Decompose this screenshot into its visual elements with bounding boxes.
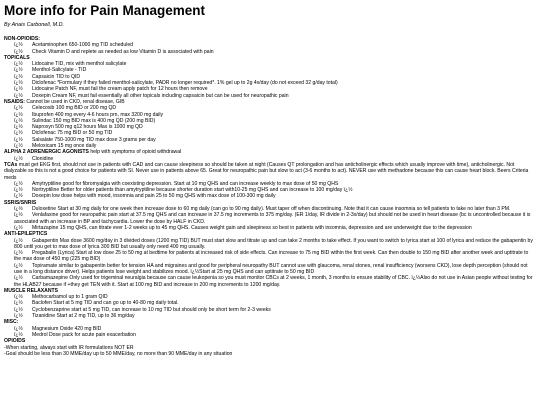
- author-byline: By Anais Carbonell, M.D.: [4, 22, 65, 28]
- bullet-glyph: ï¿½: [14, 206, 23, 213]
- bullet-glyph: ï¿½: [14, 180, 23, 187]
- list-item-text: Meloxicam 15 mg once daily: [32, 143, 97, 150]
- list-item-text: Celecoxib 100 mg BID or 200 mg QD: [32, 105, 117, 112]
- list-item: [4, 212, 536, 225]
- bullet-glyph: ï¿½: [14, 313, 23, 320]
- bullet-glyph: ï¿½: [14, 155, 23, 162]
- list-item-text: Lidocaine Patch NF, must fail the cream apply patch for 12 hours then remove: [32, 86, 208, 93]
- list-item-text: Salsalate 750-1000 mg TID max dose 3 grams per day: [32, 136, 156, 143]
- list-item-text: Duloxetine Start at 30 mg daily for one week then increase dose to 60 mg daily (can go to 90 mg daily). Must taper off when discontinuing. Note that it can cause insomnia so tell patients to take no later than 3 PM.: [32, 206, 511, 213]
- bullet-glyph: ï¿½: [14, 117, 23, 124]
- bullet-glyph: ï¿½: [14, 61, 23, 68]
- list-item-text: Magnesium Oxide 420 mg BID: [32, 325, 102, 332]
- document-body: [4, 36, 536, 357]
- list-item: [4, 263, 536, 276]
- section-heading: [4, 162, 536, 181]
- list-item-text: Medrol Dose pack for acute pain exacerbation: [32, 331, 136, 338]
- section-heading-label: MISC:: [4, 319, 19, 326]
- list-item-text: Amytryptiline good for fibromyalgia with coexisting depression. Start at 10 mg QHS and can increase weekly to max dose of 50 mg QHS: [32, 180, 339, 187]
- list-item: [4, 250, 536, 263]
- bullet-glyph: ï¿½: [14, 187, 23, 194]
- list-item: [4, 238, 536, 251]
- list-item-text: Nortryptiline Better for older patients than amytryptiline because shorter duration start with10-25 mg QHS and can increase to 100 mg/day ï¿½: [32, 187, 353, 194]
- section-heading-label: TCAs: [4, 161, 18, 168]
- list-item-text: Acetaminophen 650-1000 mg TID scheduled: [32, 42, 133, 49]
- section-heading-label: NSAIDS:: [4, 98, 25, 105]
- section-heading-note: Cannot be used in CKD, renal disease, GIB: [24, 98, 125, 105]
- list-item-text: Carbamazepine Only used for trigeminal neuralgia because can cause leukopenia so you must monitor CBCs at 2 weeks, 1 month, 3 months to ensure stability of CBC. ï¿½Also do not use in Asian people without testing for the HLAB27 because if +they get TEN with it. Start at 100 mg BID and increase in 200 mg increments to 1200 mg/day.: [14, 275, 533, 288]
- list-item-text: Gabapentin Max dose 3600 mg/day in 3 divided doses (1200 mg TID) BUT must start slow and titrate up and can take 2 months to take effect. If you want to switch to lyrica start at 100 of lyrica and reduce the gabapentin by 800 until you get to max dose of lyrica 300 BID but usually only need 400 mg usually.: [14, 237, 533, 250]
- bullet-glyph: ï¿½: [14, 275, 23, 282]
- section-heading-label: OPIOIDS: [4, 338, 26, 345]
- bullet-glyph: ï¿½: [14, 325, 23, 332]
- bullet-glyph: ï¿½: [14, 250, 23, 257]
- bullet-glyph: ï¿½: [14, 212, 23, 219]
- list-item-text: Pregabalin (Lyrica) Start at low dose 25 to 50 mg at bedtime for patients at increased risk of side effects. Can increase to 75 mg BID within the first week. Can then double to 150 mg BID after another week and uptitrate to the max dose of 450 mg (225 mg BID): [14, 250, 529, 263]
- bullet-glyph: ï¿½: [14, 136, 23, 143]
- section-heading-label: NON-OPIOIDS:: [4, 36, 40, 42]
- list-item-text: Methocarbamol up to 1 gram QID: [32, 294, 108, 301]
- bullet-glyph: ï¿½: [14, 262, 23, 269]
- bullet-glyph: ï¿½: [14, 193, 23, 200]
- list-item-text: Tizanidine Start at 2 mg TID, up to 36 mg/day: [32, 313, 135, 320]
- bullet-glyph: ï¿½: [14, 105, 23, 112]
- bullet-glyph: ï¿½: [14, 86, 23, 93]
- list-item-text: Ibuprofen 400 mg every 4-6 hours prn, max 3200 mg daily: [32, 111, 164, 118]
- section-heading-label: SSRIS/SNRIS: [4, 199, 37, 206]
- bullet-glyph: ï¿½: [14, 130, 23, 137]
- list-item-text: Cyclobenzaprine start at 5 mg TID, can increase to 10 mg TID but should only be short term for 2-3 weeks: [32, 306, 271, 313]
- list-item-text: Diclofenac 75 mg BID or 50 mg TID: [32, 130, 113, 137]
- list-item-text: Lidocaine TID, mix with menthol salicylate: [32, 61, 127, 68]
- list-item-text: Clonidine: [32, 155, 54, 162]
- bullet-glyph: ï¿½: [14, 237, 23, 244]
- list-item-text: Doxepin low dose helps with mood, insomnia and pain 25 to 50 mg QHS with max dose of 100-300 mg daily: [32, 193, 276, 200]
- section-heading-label: ANTI-EPILEPTICS: [4, 231, 48, 238]
- list-item-text: Baclofen Start at 5 mg TID and can go up to 40-80 mg daily total.: [32, 300, 179, 307]
- bullet-glyph: ï¿½: [14, 224, 23, 231]
- bullet-glyph: ï¿½: [14, 300, 23, 307]
- list-item-text: Check Vitamin D and replete as needed as low Vitamin D is associated with pain: [32, 48, 214, 55]
- list-item-text: Diclofenac *Formulary if they failed menthol-salicylate, PADR no longer required*. 1% gel up to 2g 4x/day (do not exceed 32 g/day total): [32, 80, 338, 87]
- bullet-glyph: ï¿½: [14, 67, 23, 74]
- bullet-glyph: ï¿½: [14, 48, 23, 55]
- bullet-glyph: ï¿½: [14, 73, 23, 80]
- list-item-text: Topiramate similar to gabapentin better for tension HA and migraines and good for peripheral neuropathy BUT cannot use with glaucoma, renal stones, renal insufficiency (worsens CKD), lose depth perception (should not use in a long distance driver). Helps patients lose weight and stabilizes mood. ï¿½Start at 25 mg QHS and can uptitrate to 50 mg BID: [14, 262, 528, 275]
- bullet-glyph: ï¿½: [14, 294, 23, 301]
- section-heading-label: ALPHA 2 ADRENERGIC AGONISTS: [4, 149, 89, 156]
- section-heading-note: must get EKG first, should not use in patients with CAD and can cause sleepiness so should be taken at night (Causes QT prolongation and has anticholinergic effects which usually improve with time), anticholinergic. Not dialyzable so this is not a good choice for patients with SI. Never use in patients above 65. Great for neuropathic pain but slow to act (3-6 months to act). NEVER use with methadone because this can cause heart block. Beers Criteria meds: [4, 161, 529, 181]
- section-heading-note: help with symptoms of opioid withdrawal: [88, 149, 182, 156]
- list-item-text: Menthol-Salicylate - TID: [32, 67, 87, 74]
- bullet-glyph: ï¿½: [14, 92, 23, 99]
- bullet-glyph: ï¿½: [14, 111, 23, 118]
- page-title: More info for Pain Management: [4, 3, 206, 18]
- bullet-glyph: ï¿½: [14, 124, 23, 131]
- list-item-text: Doxepin Cream NF, must fail essentially all other topicals including capsaicin but can be used for neuropathic pain: [32, 92, 289, 99]
- opioid-note-line: -Goal should be less than 30 MME/day up to 50 MME/day, no more than 90 MME/day in any situation: [4, 350, 233, 357]
- list-item-text: Venlafaxine good for neuropathic pain start at 37.5 mg QHS and can increase in 37.5 mg increments to 375 mg/day. (ER 1/day, IR divide in 2-3x/day) but should not be used in heart disease (bc is uncontrolled because it is associated with an increase in BP and tachycardia. Lower the dose by HALF in CKD.: [14, 212, 531, 225]
- list-item-text: Sulindac 150 mg BID max is 400 mg QD (200 mg BID): [32, 117, 156, 124]
- opioid-note-line: -When starting, always start with IR formulations NOT ER: [4, 344, 134, 351]
- bullet-glyph: ï¿½: [14, 331, 23, 338]
- list-item: [4, 225, 536, 231]
- bullet-glyph: ï¿½: [14, 143, 23, 150]
- bullet-glyph: ï¿½: [14, 42, 23, 49]
- bullet-glyph: ï¿½: [14, 306, 23, 313]
- list-item-text: Naproxyn 500 mg q12 hours Max is 1000 mg QD: [32, 124, 143, 131]
- list-item: [4, 275, 536, 288]
- bullet-glyph: ï¿½: [14, 80, 23, 87]
- list-item-text: Capsaicin TID to QID: [32, 73, 81, 80]
- section-heading-label: TOPICALS: [4, 54, 30, 61]
- list-item-text: Mirtazapine 15 mg QHS, can titrate ever 1-2 weeks up to 45 mg QHS. Causes weight gain and sleepiness so best in patients with insomnia, depression and are underweight due to the depression: [32, 224, 472, 231]
- section-heading-label: MUSCLE RELAXANTS: [4, 287, 59, 294]
